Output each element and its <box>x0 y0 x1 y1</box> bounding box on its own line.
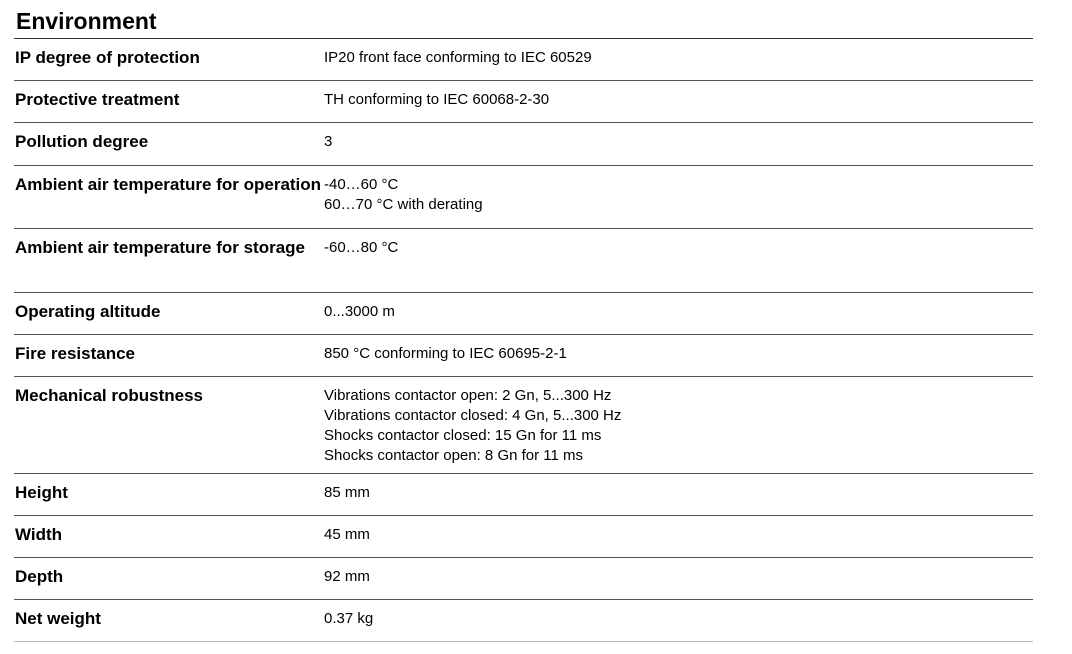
spec-label: Mechanical robustness <box>15 386 204 405</box>
spec-value-line: 92 mm <box>324 568 370 585</box>
table-row <box>14 166 1033 229</box>
spec-value-line: Vibrations contactor open: 2 Gn, 5...300 Hz <box>324 387 612 404</box>
spec-value <box>324 229 1033 292</box>
spec-value-line: IP20 front face conforming to IEC 60529 <box>324 49 592 66</box>
table-row <box>14 39 1033 81</box>
spec-label: Protective treatment <box>15 90 180 109</box>
spec-value-line: -40…60 °C <box>324 176 399 193</box>
spec-label: Pollution degree <box>15 132 149 151</box>
table-row <box>14 377 1033 474</box>
spec-value <box>324 123 1033 165</box>
spec-value <box>324 516 1033 557</box>
spec-value-line: 85 mm <box>324 484 370 501</box>
table-row <box>14 81 1033 123</box>
spec-value <box>324 39 1033 80</box>
spec-value <box>324 558 1033 599</box>
spec-value-line: 60…70 °C with derating <box>324 196 483 213</box>
spec-value-line: 3 <box>324 133 333 150</box>
spec-table <box>14 38 1033 642</box>
spec-value <box>324 377 1033 473</box>
spec-value-line: TH conforming to IEC 60068-2-30 <box>324 91 550 108</box>
table-row <box>14 600 1033 642</box>
spec-value-line: 850 °C conforming to IEC 60695-2-1 <box>324 345 567 362</box>
table-row <box>14 335 1033 377</box>
table-row <box>14 516 1033 558</box>
spec-label: Net weight <box>15 609 101 628</box>
spec-label: Width <box>15 525 63 544</box>
spec-value-line: Shocks contactor closed: 15 Gn for 11 ms <box>324 427 602 444</box>
section-title: Environment <box>16 8 157 34</box>
spec-value-line: Vibrations contactor closed: 4 Gn, 5...300 Hz <box>324 407 622 424</box>
table-row <box>14 123 1033 166</box>
spec-label: Ambient air temperature for operation <box>15 175 322 194</box>
spec-value <box>324 474 1033 515</box>
spec-value-line: Shocks contactor open: 8 Gn for 11 ms <box>324 447 584 464</box>
spec-label: Height <box>15 483 68 502</box>
spec-value <box>324 81 1033 122</box>
spec-value <box>324 600 1033 641</box>
spec-label: Ambient air temperature for storage <box>15 238 306 257</box>
spec-value-line: 0...3000 m <box>324 303 395 320</box>
spec-value <box>324 166 1033 228</box>
table-row <box>14 474 1033 516</box>
spec-value-line: 45 mm <box>324 526 370 543</box>
spec-value <box>324 293 1033 334</box>
spec-value-line: 0.37 kg <box>324 610 374 627</box>
spec-label: Operating altitude <box>15 302 161 321</box>
spec-value-line: -60…80 °C <box>324 239 399 256</box>
table-row <box>14 293 1033 335</box>
table-row <box>14 558 1033 600</box>
spec-label: Fire resistance <box>15 344 136 363</box>
table-row <box>14 229 1033 293</box>
spec-label: Depth <box>15 567 64 586</box>
spec-label: IP degree of protection <box>15 48 200 67</box>
spec-value <box>324 335 1033 376</box>
